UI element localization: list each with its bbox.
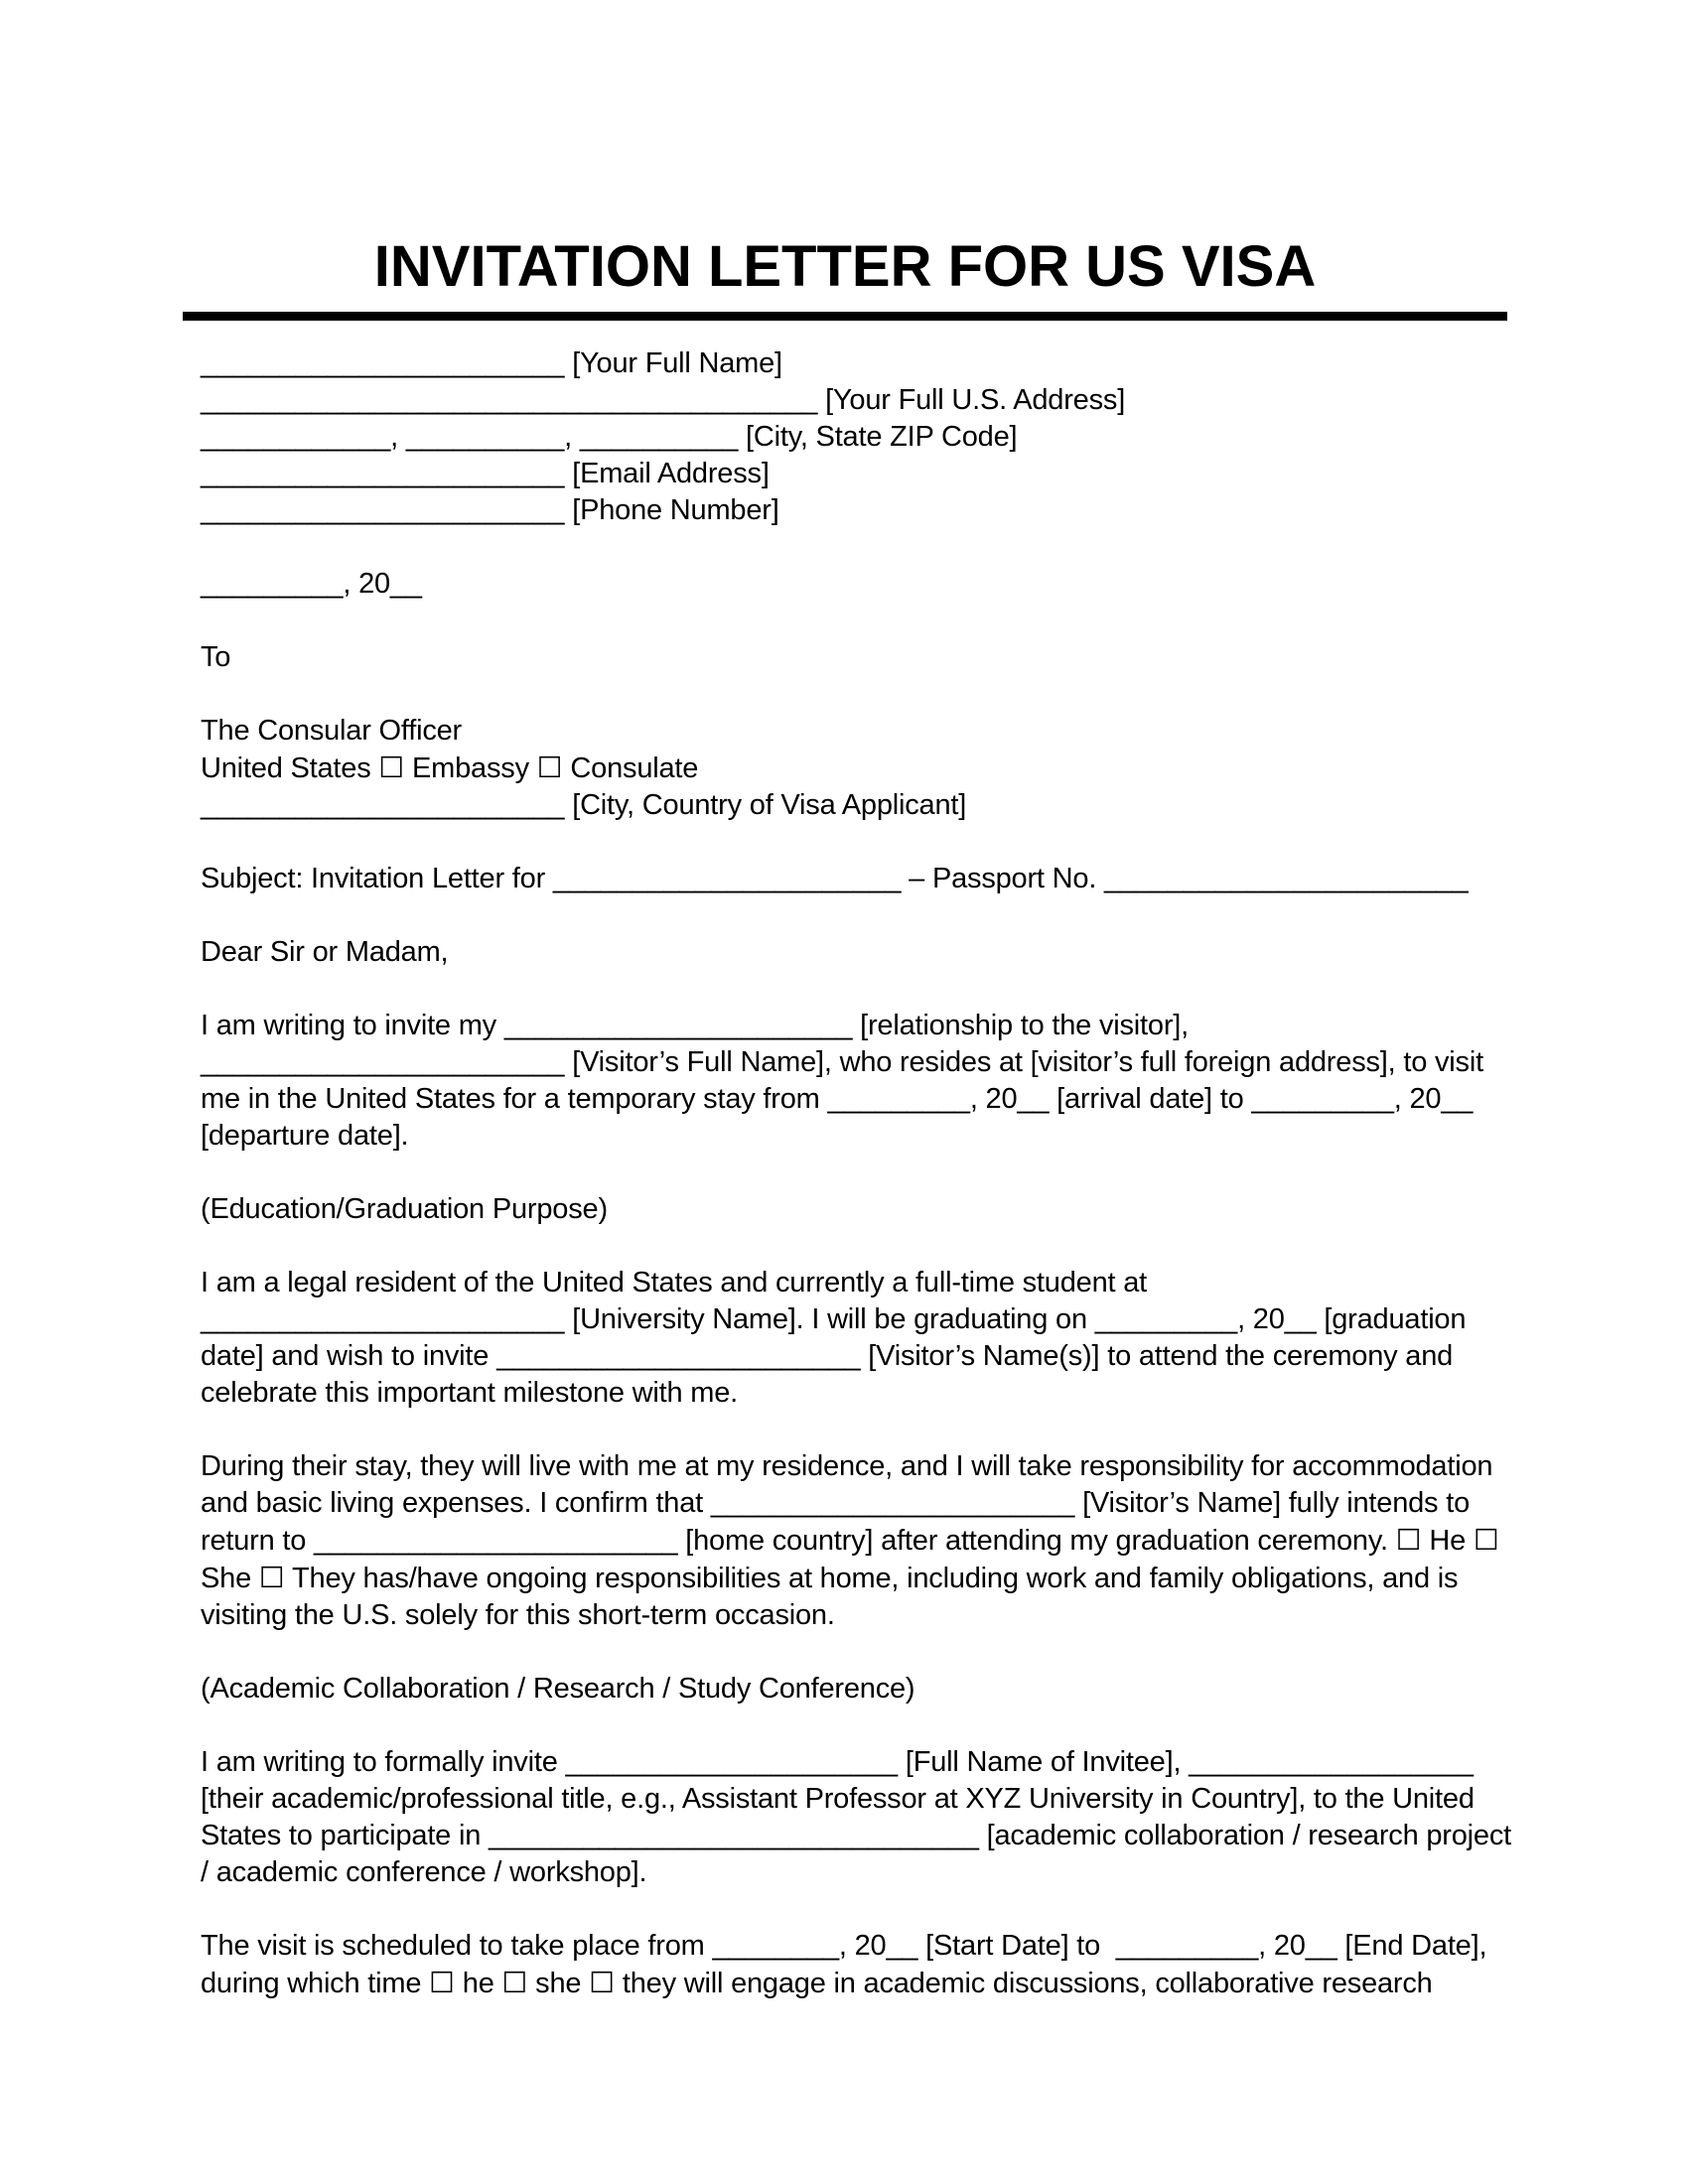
sender-city-state-zip-line: ____________, __________, __________ [City, State ZIP Code]	[201, 421, 1018, 453]
recipient-city-country-line: _______________________ [City, Country of Visa Applicant]	[201, 789, 967, 821]
sender-block	[201, 345, 1489, 529]
intro-line-4: [departure date].	[201, 1120, 409, 1152]
she-pronoun-checkbox[interactable]: ☐	[501, 1966, 528, 1999]
sender-email-line: _______________________ [Email Address]	[201, 458, 770, 489]
sender-phone-line: _______________________ [Phone Number]	[201, 494, 779, 526]
education-line-1: I am a legal resident of the United States and currently a full-time student at	[201, 1267, 1147, 1298]
she-checkbox[interactable]: ☐	[1473, 1523, 1499, 1557]
to-label: To	[201, 641, 231, 673]
recipient-embassy-line-text: United States	[201, 752, 379, 784]
academic-line-3: States to participate in _______________________________ [academic collaboration / research project	[201, 1820, 1512, 1851]
visit-line-2-text: during which time	[201, 1968, 430, 1999]
academic-line-1: I am writing to formally invite _____________________ [Full Name of Invitee], __________________	[201, 1746, 1474, 1778]
recipient-block	[201, 713, 1489, 824]
they-checkbox[interactable]: ☐	[258, 1561, 285, 1594]
recipient-embassy-consulate-line	[201, 750, 1489, 787]
responsibility-line-1: During their stay, they will live with me at my residence, and I will take responsibility for accommodation	[201, 1450, 1493, 1482]
education-line-3: date] and wish to invite _______________________ [Visitor’s Name(s)] to attend the ceremony and	[201, 1340, 1454, 1372]
intro-paragraph	[201, 1008, 1489, 1155]
education-purpose-heading: (Education/Graduation Purpose)	[201, 1193, 608, 1225]
she-pronoun-label: she	[527, 1968, 590, 1999]
he-pronoun-label: he	[454, 1968, 502, 1999]
recipient-consular-officer-line: The Consular Officer	[201, 715, 463, 747]
responsibility-line-2: and basic living expenses. I confirm that _______________________ [Visitor’s Name] fully intends to	[201, 1487, 1470, 1519]
education-paragraph	[201, 1265, 1489, 1412]
academic-line-2: [their academic/professional title, e.g., Assistant Professor at XYZ University in Country], to the United	[201, 1783, 1475, 1815]
intro-line-2: _______________________ [Visitor’s Full Name], who resides at [visitor’s full foreign address], to visit	[201, 1046, 1483, 1078]
sender-name-line: _______________________ [Your Full Name]	[201, 347, 782, 379]
date-line: _________, 20__	[201, 568, 422, 600]
consulate-checkbox[interactable]: ☐	[536, 751, 563, 784]
intro-line-3: me in the United States for a temporary stay from _________, 20__ [arrival date] to _________, 20__	[201, 1083, 1474, 1115]
document-title: INVITATION LETTER FOR US VISA	[373, 234, 1317, 299]
he-label: He	[1421, 1525, 1474, 1557]
intro-line-1: I am writing to invite my ______________________ [relationship to the visitor],	[201, 1010, 1189, 1041]
consulate-label: Consulate	[562, 752, 699, 784]
responsibility-line-3	[201, 1522, 1499, 1560]
he-pronoun-checkbox[interactable]: ☐	[429, 1966, 455, 1999]
visit-line-1: The visit is scheduled to take place from ________, 20__ [Start Date] to _________, 20__ [End Date],	[201, 1930, 1487, 1962]
embassy-checkbox[interactable]: ☐	[378, 751, 405, 784]
they-pronoun-checkbox[interactable]: ☐	[589, 1966, 616, 1999]
visit-line-2	[201, 1965, 1489, 2002]
visit-schedule-paragraph	[201, 1928, 1489, 2002]
education-line-4: celebrate this important milestone with me.	[201, 1377, 739, 1409]
academic-line-4: / academic conference / workshop].	[201, 1856, 647, 1888]
responsibility-line-4-text: They has/have ongoing responsibilities at home, including work and family obligations, and is	[284, 1563, 1459, 1594]
she-label: She	[201, 1563, 259, 1594]
education-line-2: _______________________ [University Name]. I will be graduating on _________, 20__ [graduation	[201, 1303, 1467, 1335]
responsibility-line-4	[201, 1560, 1489, 1597]
visit-line-2-rest: they will engage in academic discussions, collaborative research	[615, 1968, 1433, 1999]
subject-line: Subject: Invitation Letter for ______________________ – Passport No. _______________________	[201, 863, 1469, 894]
sender-address-line: _______________________________________ [Your Full U.S. Address]	[201, 384, 1126, 416]
embassy-label: Embassy	[404, 752, 537, 784]
title-divider	[183, 312, 1507, 321]
responsibility-paragraph	[201, 1448, 1499, 1634]
he-checkbox[interactable]: ☐	[1395, 1523, 1422, 1557]
salutation: Dear Sir or Madam,	[201, 936, 449, 968]
responsibility-line-5: visiting the U.S. solely for this short-term occasion.	[201, 1599, 835, 1631]
responsibility-line-3-text: return to _______________________ [home country] after attending my graduation ceremony.	[201, 1525, 1396, 1557]
academic-collaboration-heading: (Academic Collaboration / Research / Study Conference)	[201, 1673, 915, 1705]
academic-paragraph	[201, 1744, 1512, 1891]
